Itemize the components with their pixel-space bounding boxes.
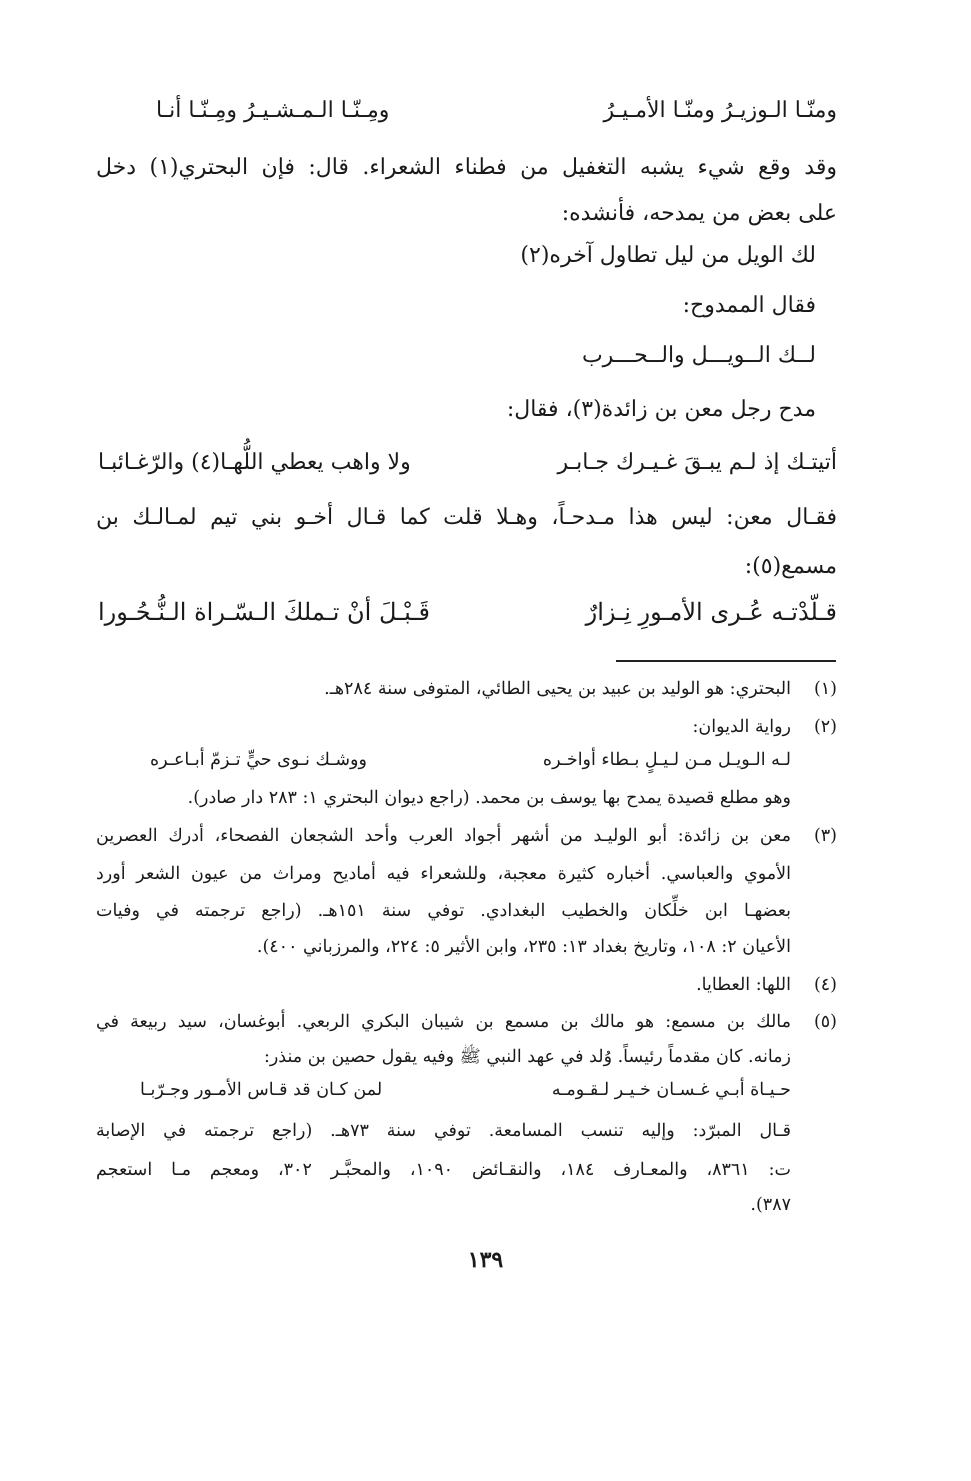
paragraph-1-line-2: على بعض من يمدحه، فأنشده: bbox=[561, 201, 837, 226]
footnote-2-text: رواية الديوان: bbox=[692, 717, 791, 737]
footnote-5-verse-second: لمن كـان قد قـاس الأمـور وجـرّبـا bbox=[140, 1080, 383, 1100]
footnote-3-line-3: بعضهـا ابن خلِّكان والخطيب البغدادي. توفي سنة ١٥١هـ. (راجع ترجمته في وفيات bbox=[96, 901, 792, 921]
paragraph-2: مدح رجل معن بن زائدة(٣)، فقال: bbox=[506, 397, 816, 422]
footnote-1-number: (١) bbox=[813, 679, 837, 699]
verse-2 bbox=[98, 448, 837, 478]
page-number: ١٣٩ bbox=[467, 1247, 504, 1273]
footnote-1-text: البحتري: هو الوليد بن عبيد بن يحيى الطائي، المتوفى سنة ٢٨٤هـ. bbox=[324, 679, 791, 699]
footnote-5-verse-first: حـيـاة أبـي غـسـان خـيـر لـقـومـه bbox=[551, 1080, 791, 1100]
verse-3-first-hemistich: قـلّدْتـه عُـرى الأمـورِ نِـزارٌ bbox=[585, 598, 837, 626]
quoted-hemistich: لك الويل من ليل تطاول آخره(٢) bbox=[520, 243, 816, 268]
paragraph-1-line-1: وقد وقع شيء يشبه التغفيل من فطناء الشعراء. قال: فإن البحتري(١) دخل bbox=[96, 155, 837, 180]
verse-3 bbox=[98, 595, 837, 629]
paragraph-3-line-2: مسمع(٥): bbox=[744, 554, 837, 579]
footnote-2-number: (٢) bbox=[813, 717, 837, 737]
footnote-5-line-5: ٣٨٧). bbox=[750, 1195, 791, 1215]
footnote-3-line-2: الأموي والعباسي. أخباره كثيرة معجبة، وللشعراء فيه أماديح ومراث من عيون الشعر أورد bbox=[96, 864, 791, 884]
verse-2-first-hemistich: أتيتـك إذ لـم يبـقَ غـيـرك جـابـر bbox=[557, 450, 837, 475]
verse-1-second-hemistich: ومِـنّـا الـمـشـيـرُ ومِـنّـا أنـا bbox=[156, 98, 390, 123]
verse-1 bbox=[156, 96, 837, 126]
footnote-5-number: (٥) bbox=[813, 1012, 837, 1032]
footnote-separator bbox=[616, 660, 836, 662]
footnote-3-line-4: الأعيان ٢: ١٠٨، وتاريخ بغداد ١٣: ٢٣٥، وابن الأثير ٥: ٢٢٤، والمرزباني ٤٠٠). bbox=[256, 937, 791, 957]
footnote-2-verse bbox=[150, 747, 791, 773]
footnote-4-number: (٤) bbox=[813, 975, 837, 995]
verse-2-second-hemistich: ولا واهب يعطي اللُّهـا(٤) والرّغـائبـا bbox=[98, 450, 411, 475]
footnote-5-verse bbox=[140, 1077, 791, 1103]
footnote-2-note: وهو مطلع قصيدة يمدح بها يوسف بن محمد. (راجع ديوان البحتري ١: ٢٨٣ دار صادر). bbox=[187, 788, 791, 808]
footnote-2-verse-second: ووشـك نـوى حيٍّ تـزمّ أبـاعـره bbox=[150, 750, 367, 770]
mamduh-reply: لــك الــويـــل والــحـــرب bbox=[581, 343, 816, 368]
footnote-4-text: اللها: العطايا. bbox=[696, 975, 791, 995]
verse-3-second-hemistich: قَـبْـلَ أنْ تـملكَ الـسّـراة الـنُّـحُـورا bbox=[98, 598, 430, 626]
footnote-5-line-1: مالك بن مسمع: هو مالك بن مسمع بن شيبان البكري الربعي. أبوغسان، سيد ربيعة في bbox=[96, 1012, 791, 1032]
footnote-5-line-2: زمانه. كان مقدماً رئيساً. وُلد في عهد النبي ﷺ وفيه يقول حصين بن منذر: bbox=[263, 1047, 791, 1067]
footnote-5-line-3: قـال المبرّد: وإليه تنسب المسامعة. توفي سنة ٧٣هـ. (راجع ترجمته في الإصابة bbox=[96, 1121, 791, 1141]
verse-1-first-hemistich: ومنّـا الـوزيـرُ ومنّـا الأمـيـرُ bbox=[603, 98, 837, 123]
footnote-3-line-1: معن بن زائدة: أبو الوليـد من أشهر أجواد العرب وأحد الشجعان الفصحاء، أدرك العصرين bbox=[96, 826, 791, 846]
footnote-2-verse-first: لـه الـويـل مـن لـيـلٍ بـطاء أواخـره bbox=[542, 750, 791, 770]
footnote-3-number: (٣) bbox=[813, 826, 837, 846]
mamduh-said: فقال الممدوح: bbox=[682, 293, 816, 318]
footnote-5-line-4: ت: ٨٣٦١، والمعـارف ١٨٤، والنقـائض ١٠٩٠، والمحبَّـر ٣٠٢، ومعجم مـا استعجم bbox=[96, 1160, 791, 1180]
paragraph-3-line-1: فقـال معن: ليس هذا مـدحـاً، وهـلا قلت كما قـال أخـو بني تيم لمـالـك بن bbox=[96, 505, 837, 530]
